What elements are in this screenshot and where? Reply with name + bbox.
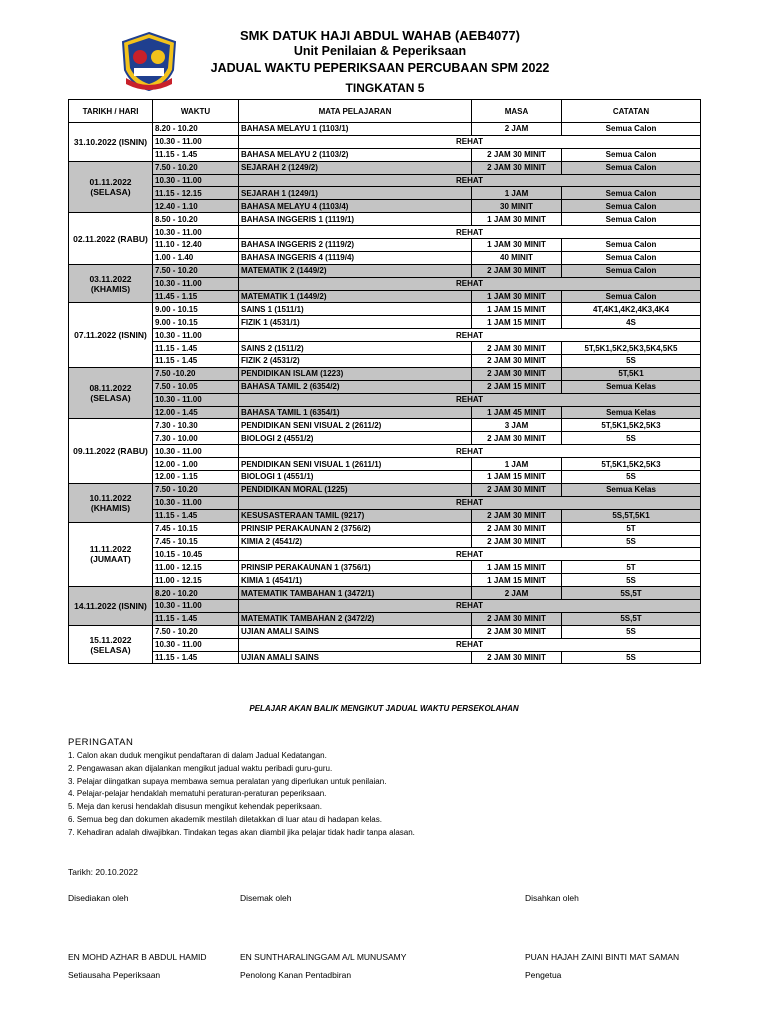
time-cell: 8.20 - 10.20	[153, 587, 239, 600]
peringatan-title: PERINGATAN	[68, 737, 134, 748]
time-cell: 11.15 - 1.45	[153, 509, 239, 522]
table-row-rehat	[69, 226, 701, 239]
table-row-rehat	[69, 329, 701, 342]
duration-cell: 40 MINIT	[472, 251, 562, 264]
note-cell: Semua Calon	[562, 239, 701, 252]
rehat-cell: REHAT	[239, 277, 701, 290]
exam-date-cell: 15.11.2022 (SELASA)	[69, 625, 153, 664]
rehat-cell: REHAT	[239, 329, 701, 342]
table-row-rehat	[69, 638, 701, 651]
subject-cell: BAHASA MELAYU 2 (1103/2)	[239, 148, 472, 161]
subject-cell: MATEMATIK TAMBAHAN 1 (3472/1)	[239, 587, 472, 600]
peringatan-item: 2. Pengawasan akan dijalankan mengikut jadual waktu peribadi guru-guru.	[68, 763, 333, 773]
exam-date-cell: 09.11.2022 (RABU)	[69, 419, 153, 483]
peringatan-item: 6. Semua beg dan dokumen akademik mestilah diletakkan di luar atau di hadapan kelas.	[68, 814, 382, 824]
peringatan-item: 5. Meja dan kerusi hendaklah disusun mengikut kehendak peperiksaan.	[68, 802, 322, 812]
subject-cell: SAINS 2 (1511/2)	[239, 342, 472, 355]
note-cell: 4S	[562, 316, 701, 329]
note-cell: Semua Calon	[562, 264, 701, 277]
signature-name-approved: PUAN HAJAH ZAINI BINTI MAT SAMAN	[525, 952, 680, 962]
table-row	[69, 471, 701, 484]
table-row	[69, 316, 701, 329]
duration-cell: 1 JAM 15 MINIT	[472, 574, 562, 587]
subject-cell: BAHASA INGGERIS 2 (1119/2)	[239, 239, 472, 252]
subject-cell: UJIAN AMALI SAINS	[239, 651, 472, 664]
rehat-cell: REHAT	[239, 226, 701, 239]
table-row-rehat	[69, 496, 701, 509]
time-cell: 10.30 - 11.00	[153, 174, 239, 187]
rehat-cell: REHAT	[239, 496, 701, 509]
signature-position-approved: Pengetua	[525, 970, 562, 980]
time-cell: 10.30 - 11.00	[153, 329, 239, 342]
rehat-cell: REHAT	[239, 548, 701, 561]
table-row	[69, 355, 701, 368]
col-header-note: CATATAN	[562, 100, 701, 123]
time-cell: 11.15 - 1.45	[153, 342, 239, 355]
peringatan-item: 1. Calon akan duduk mengikut pendaftaran di dalam Jadual Kedatangan.	[68, 751, 327, 760]
exam-date-cell: 07.11.2022 (ISNIN)	[69, 303, 153, 367]
table-row	[69, 458, 701, 471]
note-cell: Semua Calon	[562, 161, 701, 174]
subject-cell: BAHASA INGGERIS 4 (1119/4)	[239, 251, 472, 264]
duration-cell: 2 JAM 15 MINIT	[472, 380, 562, 393]
note-cell: 5S	[562, 355, 701, 368]
peringatan-item: 3. Pelajar diingatkan supaya membawa semua peralatan yang diperlukan untuk penilaian.	[68, 776, 387, 786]
subject-cell: SAINS 1 (1511/1)	[239, 303, 472, 316]
subject-cell: SEJARAH 2 (1249/2)	[239, 161, 472, 174]
table-row	[69, 123, 701, 136]
subject-cell: BAHASA MELAYU 4 (1103/4)	[239, 200, 472, 213]
time-cell: 9.00 - 10.15	[153, 316, 239, 329]
exam-date-cell: 02.11.2022 (RABU)	[69, 213, 153, 265]
table-row-rehat	[69, 445, 701, 458]
subject-cell: PRINSIP PERAKAUNAN 2 (3756/2)	[239, 522, 472, 535]
time-cell: 7.50 - 10.20	[153, 161, 239, 174]
duration-cell: 2 JAM 30 MINIT	[472, 483, 562, 496]
duration-cell: 2 JAM 30 MINIT	[472, 148, 562, 161]
document-title: JADUAL WAKTU PEPERIKSAAN PERCUBAAN SPM 2022	[210, 61, 550, 75]
table-row	[69, 419, 701, 432]
subject-cell: PENDIDIKAN MORAL (1225)	[239, 483, 472, 496]
table-row	[69, 522, 701, 535]
subject-cell: BIOLOGI 2 (4551/2)	[239, 432, 472, 445]
note-cell: 5T,5K1	[562, 367, 701, 380]
time-cell: 11.15 - 1.45	[153, 651, 239, 664]
note-cell: 5S,5T	[562, 612, 701, 625]
subject-cell: KIMIA 1 (4541/1)	[239, 574, 472, 587]
rehat-cell: REHAT	[239, 174, 701, 187]
duration-cell: 2 JAM 30 MINIT	[472, 355, 562, 368]
time-cell: 12.00 - 1.45	[153, 406, 239, 419]
note-cell: Semua Calon	[562, 251, 701, 264]
col-header-date: TARIKH / HARI	[69, 100, 153, 123]
table-row	[69, 574, 701, 587]
table-row-rehat	[69, 135, 701, 148]
subject-cell: UJIAN AMALI SAINS	[239, 625, 472, 638]
note-cell: 5S	[562, 432, 701, 445]
subject-cell: PRINSIP PERAKAUNAN 1 (3756/1)	[239, 561, 472, 574]
note-cell: 5S,5T,5K1	[562, 509, 701, 522]
peringatan-item: 4. Pelajar-pelajar hendaklah mematuhi peraturan-peraturan peperiksaan.	[68, 789, 327, 799]
table-row	[69, 303, 701, 316]
table-row-rehat	[69, 393, 701, 406]
duration-cell: 30 MINIT	[472, 200, 562, 213]
note-cell: 5S	[562, 625, 701, 638]
table-row	[69, 290, 701, 303]
duration-cell: 2 JAM 30 MINIT	[472, 509, 562, 522]
note-cell: 5T	[562, 522, 701, 535]
table-row	[69, 587, 701, 600]
time-cell: 10.30 - 11.00	[153, 135, 239, 148]
subject-cell: BAHASA TAMIL 1 (6354/1)	[239, 406, 472, 419]
table-row	[69, 406, 701, 419]
time-cell: 8.20 - 10.20	[153, 123, 239, 136]
exam-date-cell: 10.11.2022 (KHAMIS)	[69, 483, 153, 522]
table-row	[69, 432, 701, 445]
signature-position-reviewed: Penolong Kanan Pentadbiran	[240, 970, 352, 980]
note-cell: Semua Calon	[562, 187, 701, 200]
signature-position-prepared: Setiausaha Peperiksaan	[68, 970, 161, 980]
signature-name-reviewed: EN SUNTHARALINGGAM A/L MUNUSAMY	[240, 952, 407, 962]
duration-cell: 1 JAM 15 MINIT	[472, 471, 562, 484]
note-cell: 5S	[562, 535, 701, 548]
duration-cell: 2 JAM	[472, 587, 562, 600]
note-cell: Semua Calon	[562, 290, 701, 303]
time-cell: 10.30 - 11.00	[153, 496, 239, 509]
subject-cell: PENDIDIKAN SENI VISUAL 2 (2611/2)	[239, 419, 472, 432]
time-cell: 9.00 - 10.15	[153, 303, 239, 316]
duration-cell: 1 JAM	[472, 187, 562, 200]
duration-cell: 1 JAM 15 MINIT	[472, 303, 562, 316]
time-cell: 11.15 - 1.45	[153, 148, 239, 161]
time-cell: 1.00 - 1.40	[153, 251, 239, 264]
signature-role-approved: Disahkan oleh	[525, 893, 579, 903]
note-cell: 5S	[562, 471, 701, 484]
rehat-cell: REHAT	[239, 393, 701, 406]
note-cell: Semua Kelas	[562, 406, 701, 419]
table-row	[69, 367, 701, 380]
note-cell: 5T	[562, 561, 701, 574]
document-date: Tarikh: 20.10.2022	[68, 867, 138, 877]
rehat-cell: REHAT	[239, 135, 701, 148]
duration-cell: 2 JAM 30 MINIT	[472, 612, 562, 625]
col-header-subject: MATA PELAJARAN	[239, 100, 472, 123]
duration-cell: 3 JAM	[472, 419, 562, 432]
subject-cell: MATEMATIK 2 (1449/2)	[239, 264, 472, 277]
time-cell: 11.00 - 12.15	[153, 561, 239, 574]
rehat-cell: REHAT	[239, 638, 701, 651]
duration-cell: 1 JAM 15 MINIT	[472, 316, 562, 329]
note-cell: 5S,5T	[562, 587, 701, 600]
time-cell: 11.15 - 12.15	[153, 187, 239, 200]
duration-cell: 1 JAM 30 MINIT	[472, 213, 562, 226]
note-cell: 5T,5K1,5K2,5K3,5K4,5K5	[562, 342, 701, 355]
duration-cell: 1 JAM 45 MINIT	[472, 406, 562, 419]
duration-cell: 1 JAM 30 MINIT	[472, 290, 562, 303]
subject-cell: MATEMATIK TAMBAHAN 2 (3472/2)	[239, 612, 472, 625]
note-cell: 5S	[562, 574, 701, 587]
time-cell: 11.15 - 1.45	[153, 355, 239, 368]
note-cell: Semua Kelas	[562, 380, 701, 393]
duration-cell: 2 JAM 30 MINIT	[472, 535, 562, 548]
time-cell: 10.30 - 11.00	[153, 226, 239, 239]
subject-cell: FIZIK 1 (4531/1)	[239, 316, 472, 329]
duration-cell: 2 JAM 30 MINIT	[472, 264, 562, 277]
note-cell: Semua Calon	[562, 213, 701, 226]
time-cell: 7.50 -10.20	[153, 367, 239, 380]
col-header-duration: MASA	[472, 100, 562, 123]
note-cell: 5T,5K1,5K2,5K3	[562, 458, 701, 471]
subject-cell: KIMIA 2 (4541/2)	[239, 535, 472, 548]
school-name: SMK DATUK HAJI ABDUL WAHAB (AEB4077)	[239, 28, 520, 43]
table-row-rehat	[69, 277, 701, 290]
subject-cell: KESUSASTERAAN TAMIL (9217)	[239, 509, 472, 522]
time-cell: 10.15 - 10.45	[153, 548, 239, 561]
table-row	[69, 625, 701, 638]
exam-date-cell: 31.10.2022 (ISNIN)	[69, 123, 153, 162]
time-cell: 10.30 - 11.00	[153, 393, 239, 406]
duration-cell: 1 JAM 30 MINIT	[472, 239, 562, 252]
unit-name: Unit Penilaian & Peperiksaan	[293, 44, 467, 58]
time-cell: 12.40 - 1.10	[153, 200, 239, 213]
subject-cell: BIOLOGI 1 (4551/1)	[239, 471, 472, 484]
table-row	[69, 483, 701, 496]
duration-cell: 2 JAM 30 MINIT	[472, 651, 562, 664]
exam-date-cell: 11.11.2022 (JUMAAT)	[69, 522, 153, 586]
note-cell: Semua Kelas	[562, 483, 701, 496]
table-row	[69, 342, 701, 355]
note-cell: 5T,5K1,5K2,5K3	[562, 419, 701, 432]
time-cell: 7.45 - 10.15	[153, 535, 239, 548]
footer-note: PELAJAR AKAN BALIK MENGIKUT JADUAL WAKTU PERSEKOLAHAN	[249, 704, 519, 713]
peringatan-list	[68, 750, 415, 840]
exam-timetable	[68, 99, 701, 664]
table-row	[69, 251, 701, 264]
exam-date-cell: 03.11.2022 (KHAMIS)	[69, 264, 153, 303]
table-row-rehat	[69, 599, 701, 612]
subject-cell: BAHASA INGGERIS 1 (1119/1)	[239, 213, 472, 226]
duration-cell: 2 JAM 30 MINIT	[472, 342, 562, 355]
subject-cell: PENDIDIKAN ISLAM (1223)	[239, 367, 472, 380]
note-cell: Semua Calon	[562, 200, 701, 213]
school-crest-logo	[118, 30, 180, 92]
duration-cell: 2 JAM 30 MINIT	[472, 161, 562, 174]
subject-cell: PENDIDIKAN SENI VISUAL 1 (2611/1)	[239, 458, 472, 471]
signature-role-reviewed: Disemak oleh	[240, 893, 292, 903]
exam-date-cell: 01.11.2022 (SELASA)	[69, 161, 153, 213]
col-header-time: WAKTU	[153, 100, 239, 123]
rehat-cell: REHAT	[239, 445, 701, 458]
signature-name-prepared: EN MOHD AZHAR B ABDUL HAMID	[68, 952, 207, 962]
table-row	[69, 148, 701, 161]
table-row	[69, 380, 701, 393]
time-cell: 11.00 - 12.15	[153, 574, 239, 587]
time-cell: 11.15 - 1.45	[153, 612, 239, 625]
duration-cell: 2 JAM 30 MINIT	[472, 432, 562, 445]
note-cell: Semua Calon	[562, 123, 701, 136]
table-row	[69, 187, 701, 200]
table-row-rehat	[69, 548, 701, 561]
time-cell: 11.45 - 1.15	[153, 290, 239, 303]
peringatan-item: 7. Kehadiran adalah diwajibkan. Tindakan tegas akan diambil jika pelajar tidak hadir tanpa alasan.	[68, 827, 415, 837]
time-cell: 10.30 - 11.00	[153, 277, 239, 290]
signature-role-prepared: Disediakan oleh	[68, 893, 129, 903]
note-cell: 5S	[562, 651, 701, 664]
subject-cell: SEJARAH 1 (1249/1)	[239, 187, 472, 200]
table-row	[69, 651, 701, 664]
duration-cell: 2 JAM 30 MINIT	[472, 522, 562, 535]
table-header-row	[69, 100, 701, 123]
table-row	[69, 509, 701, 522]
subject-cell: BAHASA MELAYU 1 (1103/1)	[239, 123, 472, 136]
time-cell: 8.50 - 10.20	[153, 213, 239, 226]
time-cell: 7.50 - 10.20	[153, 483, 239, 496]
table-row	[69, 535, 701, 548]
table-row	[69, 239, 701, 252]
table-row	[69, 200, 701, 213]
exam-date-cell: 14.11.2022 (ISNIN)	[69, 587, 153, 626]
rehat-cell: REHAT	[239, 599, 701, 612]
table-row	[69, 561, 701, 574]
duration-cell: 2 JAM 30 MINIT	[472, 625, 562, 638]
form-level: TINGKATAN 5	[345, 81, 425, 95]
duration-cell: 2 JAM 30 MINIT	[472, 367, 562, 380]
note-cell: Semua Calon	[562, 148, 701, 161]
time-cell: 10.30 - 11.00	[153, 638, 239, 651]
exam-date-cell: 08.11.2022 (SELASA)	[69, 367, 153, 419]
table-row	[69, 612, 701, 625]
time-cell: 10.30 - 11.00	[153, 445, 239, 458]
duration-cell: 1 JAM 15 MINIT	[472, 561, 562, 574]
table-row	[69, 264, 701, 277]
time-cell: 7.50 - 10.05	[153, 380, 239, 393]
duration-cell: 2 JAM	[472, 123, 562, 136]
subject-cell: BAHASA TAMIL 2 (6354/2)	[239, 380, 472, 393]
time-cell: 11.10 - 12.40	[153, 239, 239, 252]
table-row	[69, 213, 701, 226]
time-cell: 7.30 - 10.30	[153, 419, 239, 432]
time-cell: 12.00 - 1.15	[153, 471, 239, 484]
time-cell: 12.00 - 1.00	[153, 458, 239, 471]
subject-cell: MATEMATIK 1 (1449/2)	[239, 290, 472, 303]
note-cell: 4T,4K1,4K2,4K3,4K4	[562, 303, 701, 316]
time-cell: 7.45 - 10.15	[153, 522, 239, 535]
time-cell: 7.30 - 10.00	[153, 432, 239, 445]
duration-cell: 1 JAM	[472, 458, 562, 471]
subject-cell: FIZIK 2 (4531/2)	[239, 355, 472, 368]
table-row-rehat	[69, 174, 701, 187]
table-row	[69, 161, 701, 174]
time-cell: 7.50 - 10.20	[153, 625, 239, 638]
time-cell: 10.30 - 11.00	[153, 599, 239, 612]
time-cell: 7.50 - 10.20	[153, 264, 239, 277]
